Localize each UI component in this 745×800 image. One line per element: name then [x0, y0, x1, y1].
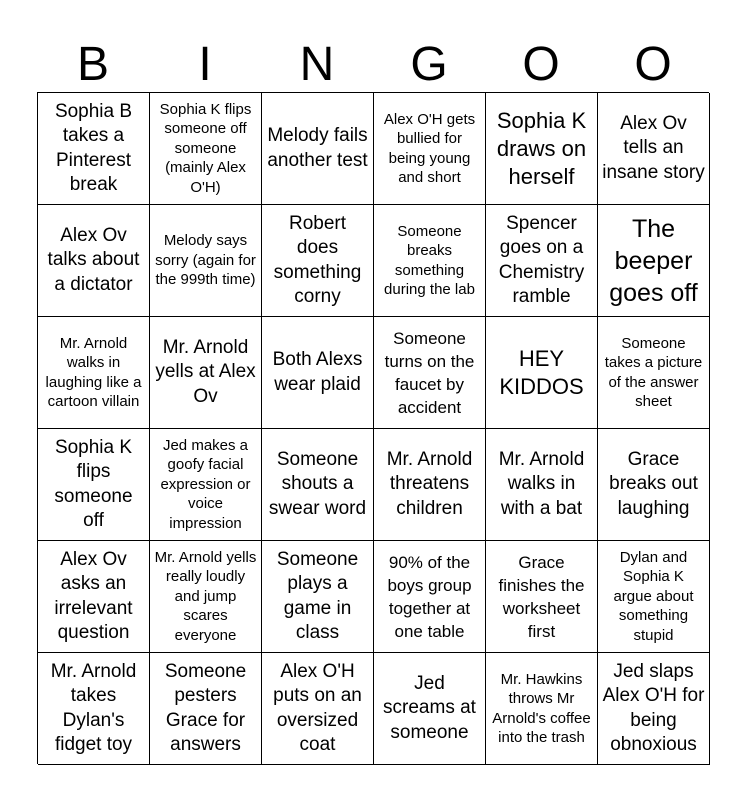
bingo-grid — [37, 92, 709, 764]
cell-text: Grace finishes the worksheet first — [498, 552, 585, 641]
cell-text: Alex O'H puts on an oversized coat — [273, 660, 362, 755]
cell-text: Sophia K draws on herself — [496, 107, 587, 189]
bingo-cell[interactable] — [486, 653, 598, 765]
cell-text: Melody says sorry (again for the 999th time) — [155, 232, 256, 289]
cell-text: Someone plays a game in class — [276, 548, 359, 643]
cell-text: Mr. Arnold yells really loudly and jump scares everyone — [154, 548, 257, 644]
cell-text: Sophia K flips someone off — [54, 436, 133, 531]
bingo-cell[interactable] — [262, 541, 374, 653]
cell-text: Jed makes a goofy facial expression or voice impression — [160, 436, 251, 532]
bingo-cell[interactable] — [262, 93, 374, 205]
cell-text: 90% of the boys group together at one table — [387, 552, 472, 641]
bingo-cell[interactable] — [598, 317, 710, 429]
header-letter-o: O — [522, 38, 560, 91]
header-letter-o-2: O — [634, 38, 672, 91]
cell-text: The beeper goes off — [609, 214, 698, 307]
cell-text: Mr. Arnold threatens children — [386, 448, 473, 519]
bingo-cell[interactable] — [38, 93, 150, 205]
cell-text: Melody fails another test — [267, 125, 368, 171]
bingo-cell[interactable] — [598, 93, 710, 205]
bingo-cell[interactable] — [262, 317, 374, 429]
cell-text: Someone pesters Grace for answers — [164, 660, 247, 755]
cell-text: Jed slaps Alex O'H for being obnoxious — [602, 660, 705, 755]
bingo-cell[interactable] — [38, 653, 150, 765]
bingo-cell[interactable] — [374, 317, 486, 429]
cell-text: Robert does something corny — [273, 212, 362, 307]
bingo-cell[interactable] — [486, 429, 598, 541]
cell-text: Sophia B takes a Pinterest break — [54, 100, 133, 195]
cell-text: Dylan and Sophia K argue about something stupid — [613, 548, 694, 644]
cell-text: Spencer goes on a Chemistry ramble — [498, 212, 585, 307]
cell-text: Mr. Hawkins throws Mr Arnold's coffee into the trash — [492, 670, 591, 746]
bingo-cell[interactable] — [150, 541, 262, 653]
cell-text: Alex O'H gets bullied for being young and short — [383, 110, 476, 186]
cell-text: HEY KIDDOS — [499, 345, 584, 399]
bingo-cell[interactable] — [150, 429, 262, 541]
cell-text: Mr. Arnold yells at Alex Ov — [155, 336, 256, 407]
bingo-cell[interactable] — [486, 541, 598, 653]
bingo-cell[interactable] — [38, 317, 150, 429]
bingo-cell[interactable] — [598, 429, 710, 541]
cell-text: Someone takes a picture of the answer sheet — [604, 334, 703, 410]
bingo-cell[interactable] — [262, 205, 374, 317]
cell-text: Mr. Arnold walks in laughing like a cartoon villain — [45, 334, 142, 410]
bingo-header — [37, 34, 709, 96]
cell-text: Someone turns on the faucet by accident — [384, 328, 475, 417]
bingo-cell[interactable] — [150, 317, 262, 429]
bingo-cell[interactable] — [374, 653, 486, 765]
cell-text: Alex Ov asks an irrelevant question — [54, 548, 133, 643]
bingo-cell[interactable] — [150, 93, 262, 205]
cell-text: Sophia K flips someone off someone (mainly Alex O'H) — [159, 100, 252, 196]
bingo-cell[interactable] — [150, 205, 262, 317]
cell-text: Mr. Arnold walks in with a bat — [498, 448, 585, 519]
cell-text: Alex Ov tells an insane story — [602, 112, 705, 183]
bingo-cell[interactable] — [598, 205, 710, 317]
cell-text: Jed screams at someone — [383, 672, 476, 743]
bingo-cell[interactable] — [262, 429, 374, 541]
header-letter-g: G — [410, 38, 448, 91]
bingo-cell[interactable] — [486, 317, 598, 429]
cell-text: Alex Ov talks about a dictator — [47, 224, 140, 295]
bingo-cell[interactable] — [374, 541, 486, 653]
bingo-cell[interactable] — [38, 205, 150, 317]
bingo-cell[interactable] — [486, 205, 598, 317]
bingo-cell[interactable] — [598, 541, 710, 653]
cell-text: Someone breaks something during the lab — [384, 222, 475, 298]
bingo-cell[interactable] — [150, 653, 262, 765]
cell-text: Grace breaks out laughing — [609, 448, 698, 519]
bingo-cell[interactable] — [598, 653, 710, 765]
cell-text: Someone shouts a swear word — [268, 448, 367, 519]
bingo-cell[interactable] — [374, 429, 486, 541]
bingo-cell[interactable] — [374, 93, 486, 205]
cell-text: Both Alexs wear plaid — [272, 349, 363, 395]
header-letter-i: I — [198, 38, 212, 91]
bingo-cell[interactable] — [486, 93, 598, 205]
header-letter-n: N — [299, 38, 335, 91]
bingo-cell[interactable] — [374, 205, 486, 317]
bingo-cell[interactable] — [262, 653, 374, 765]
cell-text: Mr. Arnold takes Dylan's fidget toy — [50, 660, 137, 755]
bingo-cell[interactable] — [38, 541, 150, 653]
header-letter-b: B — [76, 38, 109, 91]
bingo-cell[interactable] — [38, 429, 150, 541]
